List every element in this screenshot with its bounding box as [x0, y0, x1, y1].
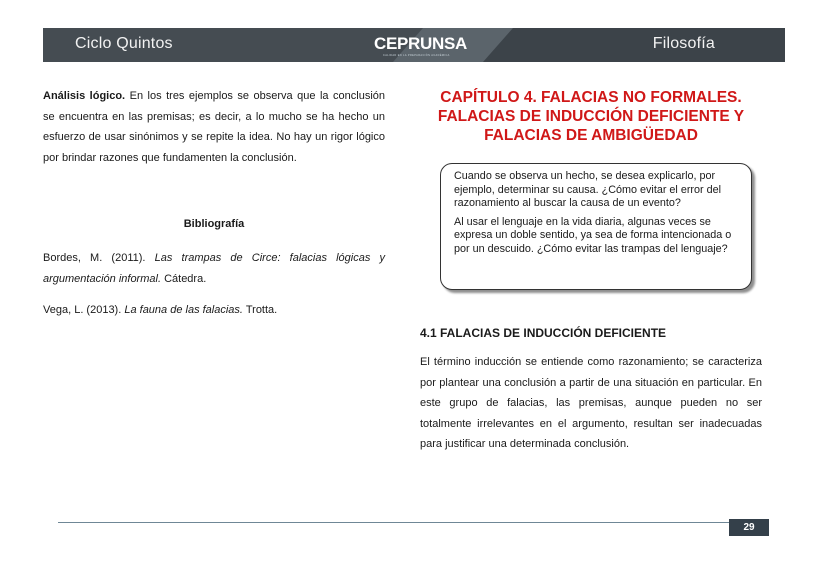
- intro-callout-box: [440, 163, 752, 290]
- callout-paragraph-1: Cuando se observa un hecho, se desea explicarlo, por ejemplo, determinar su causa. ¿Cómo evitar el error del razonamiento al buscar la causa de un evento?: [454, 170, 722, 209]
- bibliography-heading: Bibliografía: [183, 218, 245, 230]
- reference-author: Vega, L. (2013).: [43, 304, 125, 316]
- reference-publisher: Cátedra.: [161, 272, 207, 285]
- reference-publisher: Trotta.: [242, 304, 278, 316]
- section-heading: 4.1 FALACIAS DE INDUCCIÓN DEFICIENTE: [420, 326, 667, 340]
- analysis-text: En los tres ejemplos se observa que la conclusión se encuentra en las premisas; es decir, a lo mucho se ha hecho un esfuerzo de usar sinónimos y se repite la idea. No hay un rigor lógico por brindar razones que fundamenten la conclusión.: [43, 90, 386, 164]
- logo-text: CEPRUNSA: [374, 34, 468, 53]
- page-header: [43, 28, 785, 62]
- reference-item: [43, 248, 385, 289]
- course-cycle-title: Ciclo Quintos: [75, 35, 173, 52]
- analysis-paragraph: [43, 86, 385, 168]
- reference-title: La fauna de las falacias.: [124, 304, 243, 316]
- reference-title: Las trampas de Circe: falacias lógicas y argumentación informal.: [43, 252, 385, 285]
- reference-item: [43, 300, 385, 321]
- section-body: El término inducción se entiende como razonamiento; se caracteriza por plantear una conclusión a partir de una situación en particular. En este grupo de falacias, las premisas, aunque pueden no ser totalmente irrelevantes en el argumento, resultan ser inadecuadas para justificar una determinada conclusión.: [420, 356, 762, 450]
- analysis-label: Análisis lógico.: [43, 90, 126, 102]
- footer-divider: [58, 522, 730, 523]
- ceprunsa-logo: [374, 31, 474, 59]
- reference-author: Bordes, M. (2011).: [43, 252, 155, 264]
- subject-title: Filosofía: [652, 35, 715, 52]
- page-number-badge: 29: [729, 519, 769, 536]
- chapter-title: CAPÍTULO 4. FALACIAS NO FORMALES. FALACIAS DE INDUCCIÓN DEFICIENTE Y FALACIAS DE AMBIGÜEDAD: [437, 89, 745, 144]
- logo-tagline: CALIDAD EN LA PREPARACIÓN ACADÉMICA: [383, 54, 450, 57]
- callout-paragraph-2: Al usar el lenguaje en la vida diaria, algunas veces se expresa un doble sentido, ya sea de forma intencionada o por un descuido. ¿Cómo evitar las trampas del lenguaje?: [454, 215, 732, 255]
